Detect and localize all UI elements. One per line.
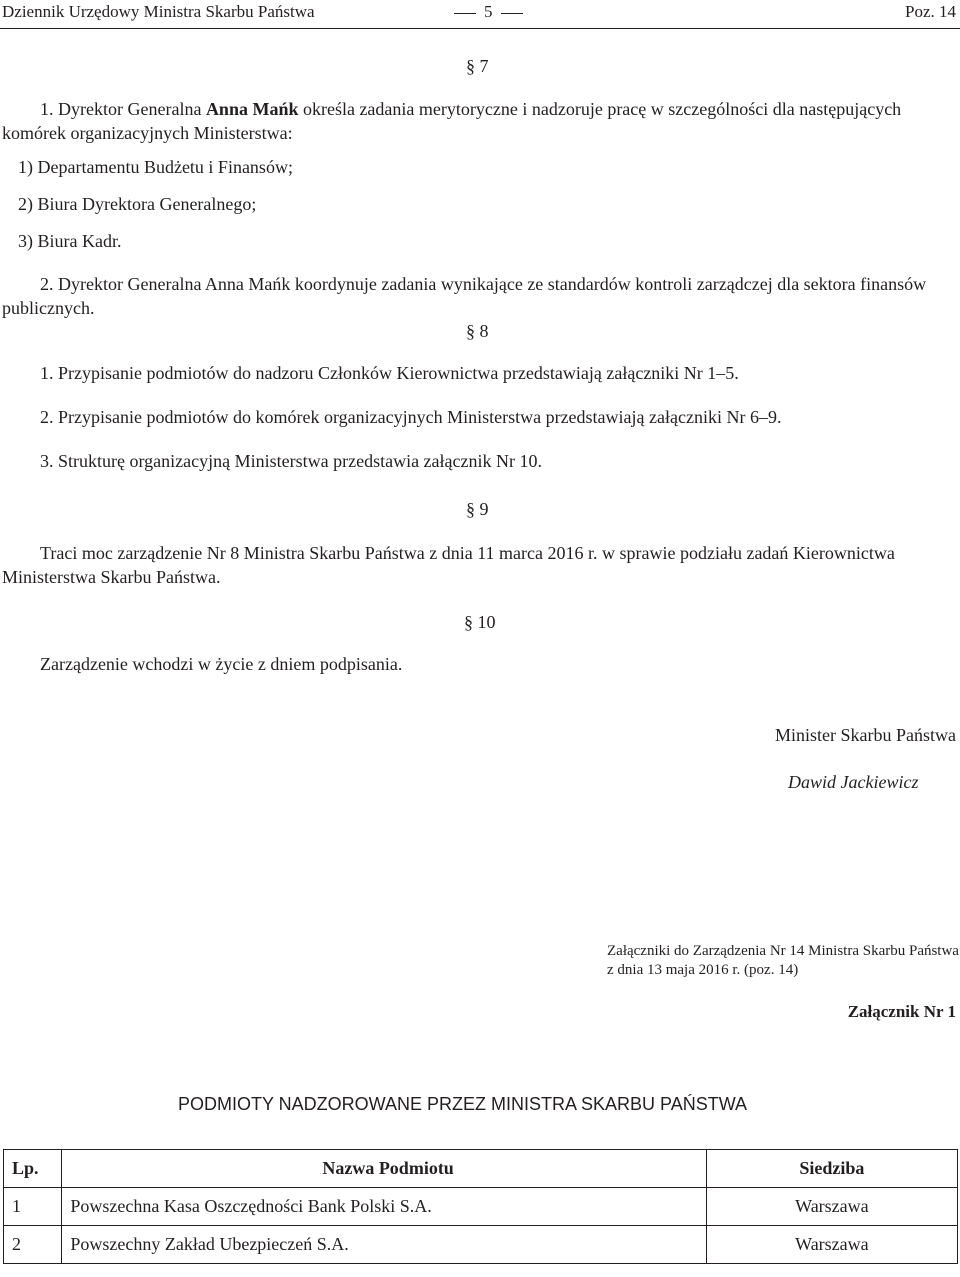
table-row (4, 1188, 958, 1226)
annex-note-line-2: z dnia 13 maja 2016 r. (poz. 14) (607, 962, 799, 978)
column-header-name: Nazwa Podmiotu (62, 1150, 706, 1188)
signature-name: Dawid Jackiewicz (788, 772, 919, 792)
signature-title: Minister Skarbu Państwa (775, 725, 956, 745)
page-number (446, 2, 531, 22)
annex-label: Załącznik Nr 1 (847, 1002, 956, 1021)
table-row (4, 1226, 958, 1264)
cell-name: Powszechna Kasa Oszczędności Bank Polski S.A. (62, 1188, 706, 1226)
director-name: Anna Mańk (205, 99, 299, 119)
section-7-paragraph-1 (2, 97, 958, 145)
column-header-number: Lp. (4, 1150, 62, 1188)
table-header-row (4, 1150, 958, 1188)
page-number-value: 5 (484, 2, 493, 21)
section-7-mark: § 7 (466, 56, 489, 76)
annex-note-line-1: Załączniki do Zarządzenia Nr 14 Ministra Skarbu Państwa (607, 943, 959, 959)
list-item: 3) Biura Kadr. (18, 231, 122, 251)
section-7-paragraph-2: 2. Dyrektor Generalna Anna Mańk koordynuje zadania wynikające ze standardów kontroli zarządczej dla sektora finansów publicznych. (2, 274, 927, 318)
section-8-paragraph-2: 2. Przypisanie podmiotów do komórek organizacyjnych Ministerstwa przedstawiają załączniki Nr 6–9. (40, 407, 782, 427)
section-8-mark: § 8 (466, 321, 489, 341)
cell-seat: Warszawa (706, 1188, 957, 1226)
list-item: 2) Biura Dyrektora Generalnego; (18, 194, 257, 214)
cell-name: Powszechny Zakład Ubezpieczeń S.A. (62, 1226, 706, 1264)
journal-title: Dziennik Urzędowy Ministra Skarbu Państwa (2, 2, 315, 21)
dash-right (501, 13, 523, 14)
s7-p1-pre: 1. Dyrektor Generalna (40, 99, 206, 119)
section-8-paragraph-3: 3. Strukturę organizacyjną Ministerstwa przedstawia załącznik Nr 10. (40, 451, 542, 471)
column-header-seat: Siedziba (706, 1150, 957, 1188)
cell-number: 2 (4, 1226, 62, 1264)
section-9-paragraph: Traci moc zarządzenie Nr 8 Ministra Skarbu Państwa z dnia 11 marca 2016 r. w sprawie podziału zadań Kierownictwa Ministerstwa Skarbu Państwa. (2, 543, 895, 587)
section-9-mark: § 9 (466, 499, 489, 519)
s7-p1-post: określa zadania merytoryczne i nadzoruje pracę w szczególności dla następujących komórek organizacyjnych Ministerstwa: (2, 99, 902, 143)
annex-heading: PODMIOTY NADZOROWANE PRZEZ MINISTRA SKARBU PAŃSTWA (178, 1094, 748, 1114)
dash-left (454, 13, 476, 14)
header-rule (0, 28, 960, 29)
entities-table (3, 1149, 958, 1264)
section-10-mark: § 10 (464, 612, 496, 632)
cell-number: 1 (4, 1188, 62, 1226)
section-10-paragraph: Zarządzenie wchodzi w życie z dniem podpisania. (40, 654, 403, 674)
section-8-paragraph-1: 1. Przypisanie podmiotów do nadzoru Członków Kierownictwa przedstawiają załączniki Nr 1–5. (40, 363, 739, 383)
list-item: 1) Departamentu Budżetu i Finansów; (18, 157, 293, 177)
position-number: Poz. 14 (905, 2, 956, 21)
cell-seat: Warszawa (706, 1226, 957, 1264)
